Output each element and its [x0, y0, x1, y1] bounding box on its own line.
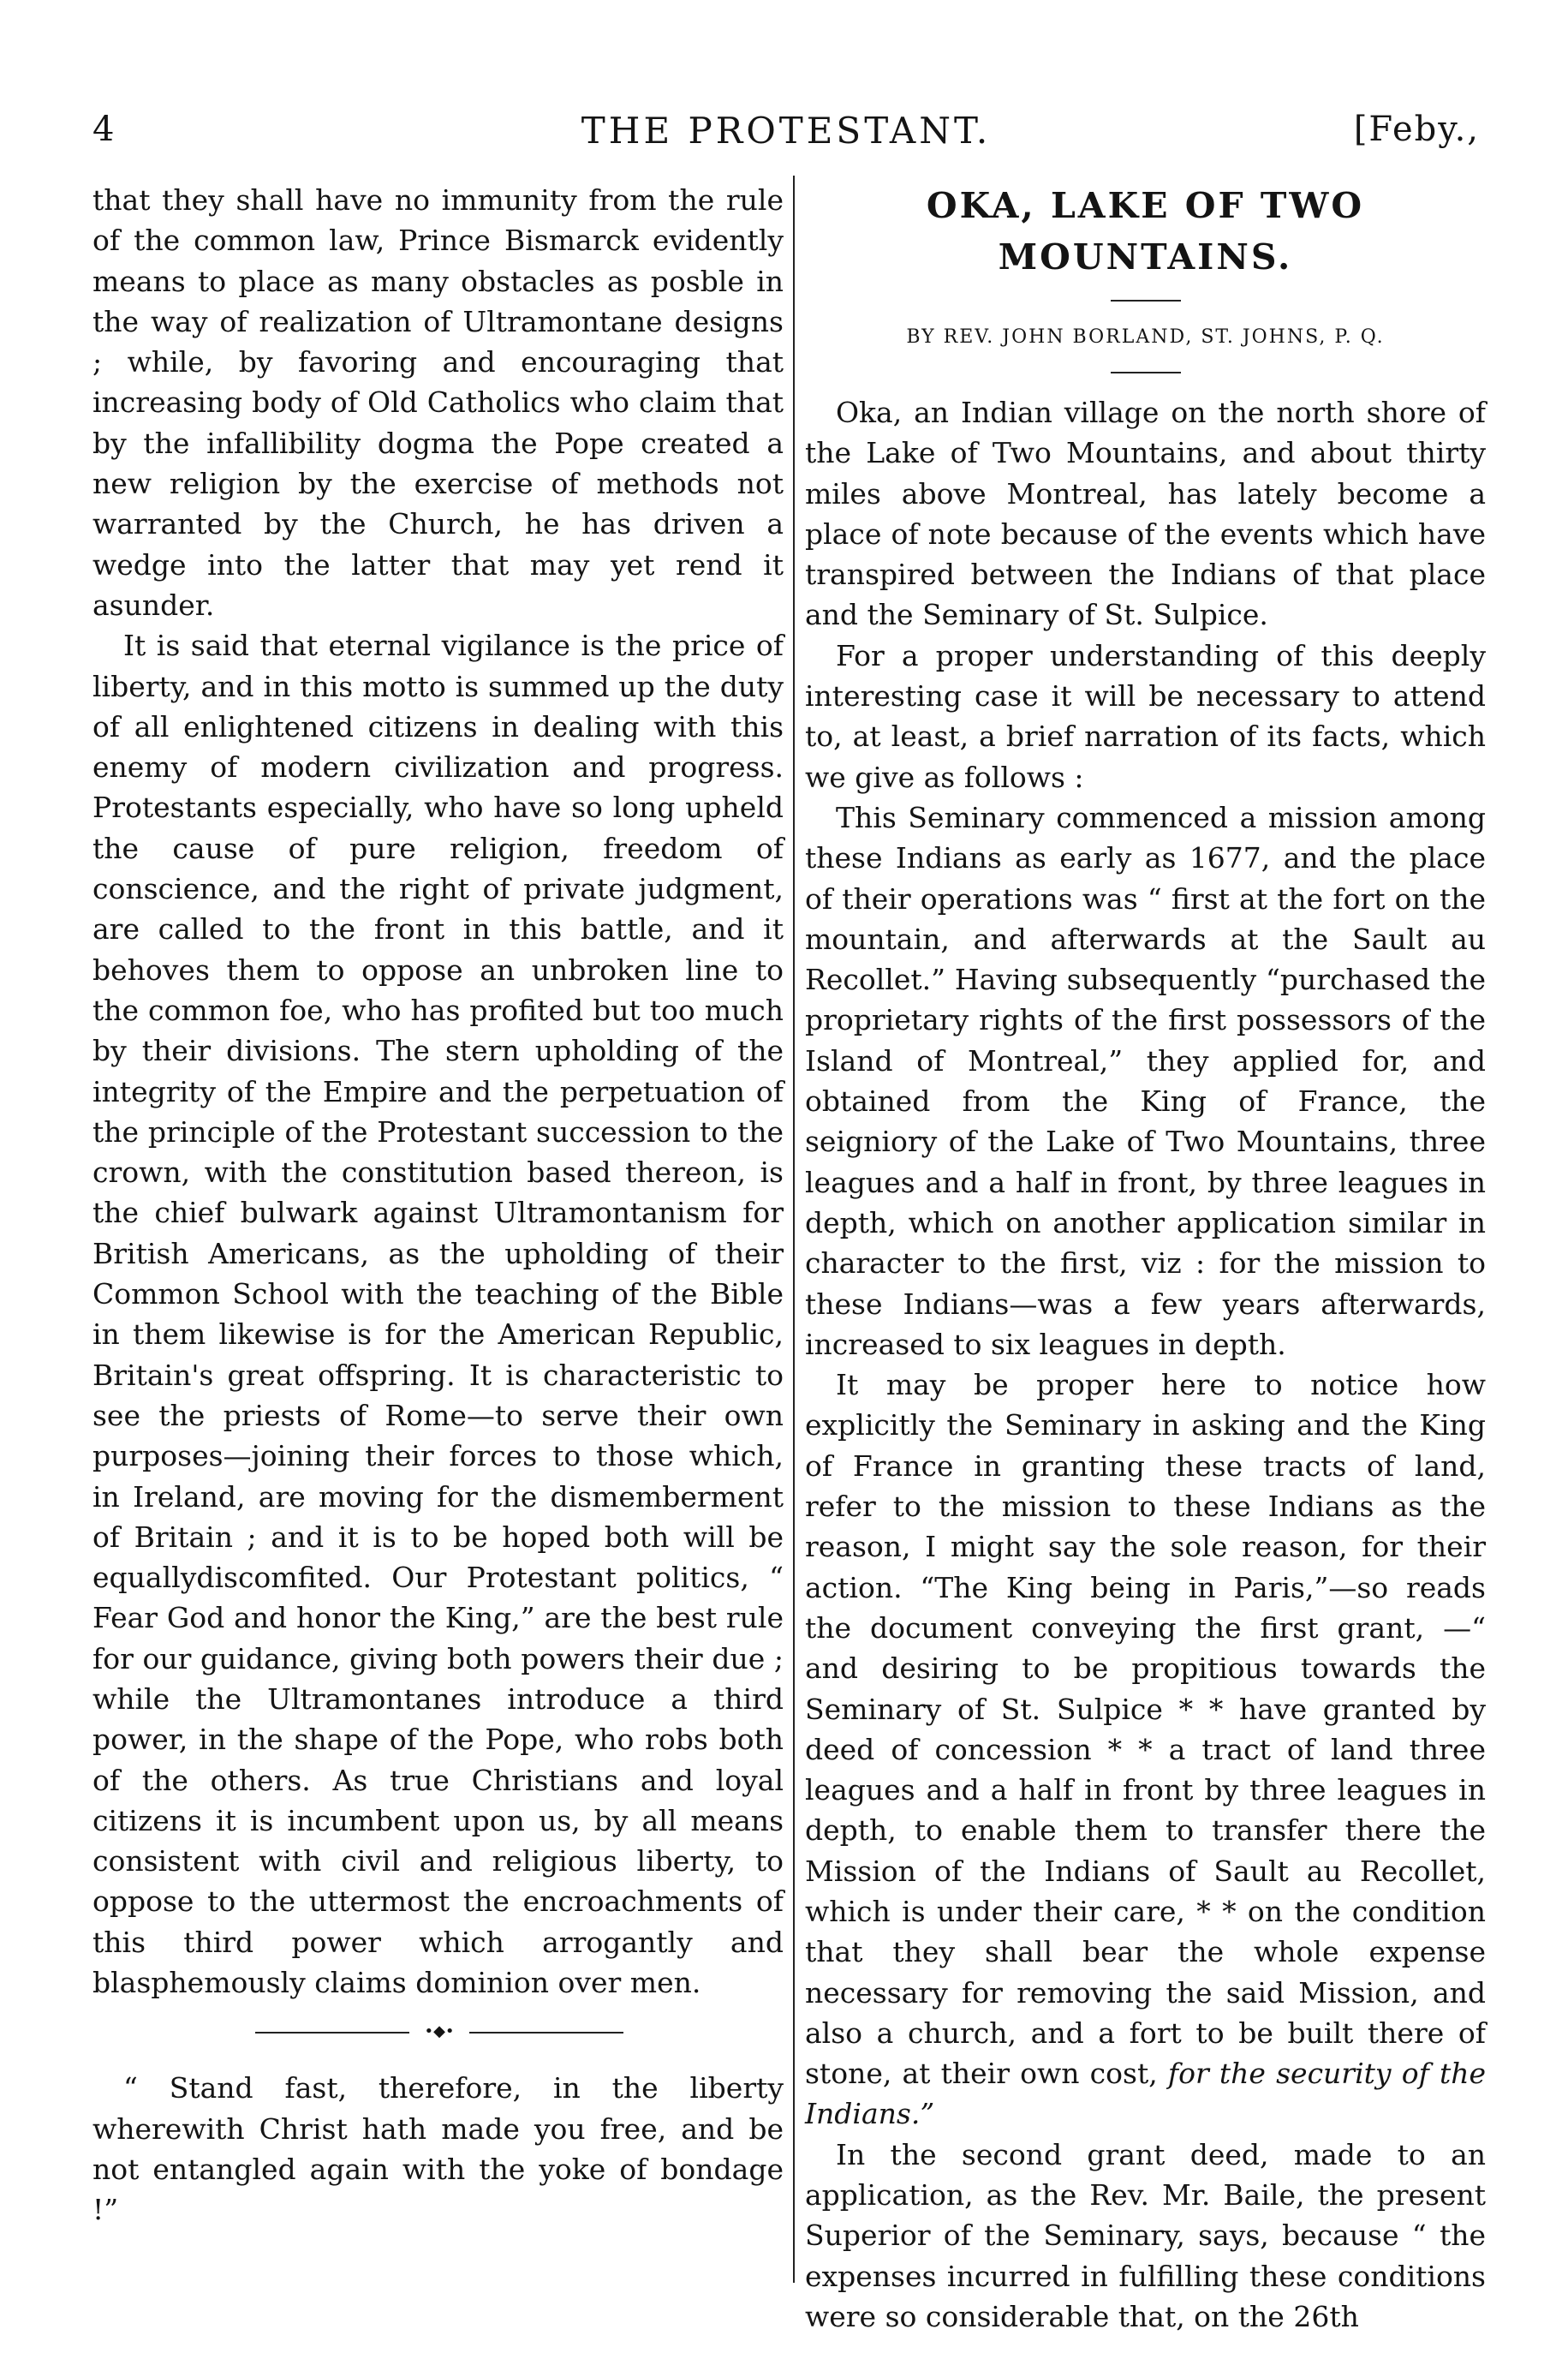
ornament-rule-right	[469, 2032, 623, 2033]
running-title: THE PROTESTANT.	[581, 110, 992, 152]
right-column	[805, 180, 1486, 2337]
paragraph	[805, 1365, 1486, 2135]
epigraph-quote: “ Stand fast, therefore, in the liberty wherewith Christ hath made you free, and be not entangled again with the yoke of bondage !”	[92, 2071, 784, 2227]
section-ornament	[92, 2003, 784, 2063]
ornament-glyph: •◆•	[424, 2022, 455, 2041]
left-column	[92, 180, 784, 2231]
article-title: OKA, LAKE OF TWO MOUNTAINS.	[926, 185, 1365, 278]
paragraph: This Seminary commenced a mission among these Indians as early as 1677, and the place of their operations was “ first at the fort on the mountain, and afterwards at the Sault au Recollet.” Having subsequently “purchased the proprietary rights of the first possessors of the Island of Montreal,” they applied for, and obtained from the King of France, the seigniory of the Lake of Two Mountains, three leagues and a half in front, by three leagues in depth, which on another application similar in character to the first, viz : for the mission to these Indians—was a few years afterwards, increased to six leagues in depth.	[805, 800, 1486, 1361]
column-divider	[793, 176, 795, 2283]
ornament-rule-left	[255, 2032, 409, 2033]
page-header	[92, 110, 1480, 161]
paragraph-text: It may be proper here to notice how explicitly the Seminary in asking and the King of France in granting these tracts of land, refer to the mission to these Indians as the reason, I might say the sole reason, for their action. “The King being in Paris,”—so reads the document conveying the first grant, —“ and desiring to be propitious towards the Seminary of St. Sulpice * * have granted by deed of concession * * a tract of land three leagues and a half in front by three leagues in depth, to enable them to transfer there the Mission of the Indians of Sault au Recollet, which is under their care, * * on the condition that they shall bear the whole expense necessary for removing the said Mission, and also a church, and a fort to be built there of stone, at their own cost,	[805, 1368, 1486, 2091]
italic-phrase: for the security of the Indians.”	[805, 2057, 1486, 2131]
paragraph: It is said that eternal vigilance is the price of liberty, and in this motto is summed up the duty of all enlightened citizens in dealing with this enemy of modern civilization and progress. Protestants especially, who have so long upheld the cause of pure religion, freedom of conscience, and the right of private judgment, are called to the front in this battle, and it behoves them to oppose an unbroken line to the common foe, who has profited but too much by their divisions. The stern upholding of the integrity of the Empire and the perpetuation of the principle of the Protestant succession to the crown, with the constitution based thereon, is the chief bulwark against Ultramontanism for British Americans, as the upholding of their Common School with the teaching of the Bible in them likewise is for the American Republic, Britain's great offspring. It is characteristic to see the priests of Rome—to serve their own purposes—joining their forces to those which, in Ireland, are moving for the dismemberment of Britain ; and it is to be hoped both will be equallydiscomfited. Our Protestant politics, “ Fear God and honor the King,” are the best rule for our guidance, giving both powers their due ; while the Ultramontanes introduce a third power, in the shape of the Pope, who robs both of the others. As true Christians and loyal citizens it is incumbent upon us, by all means consistent with civil and religious liberty, to oppose to the uttermost the encroachments of this third power which arrogantly and blasphemously claims dominion over men.	[92, 629, 784, 2000]
paragraph: that they shall have no immunity from the rule of the common law, Prince Bismarck evidently means to place as many obstacles as posble in the way of realization of Ultramontane designs ; while, by favoring and encouraging that increasing body of Old Catholics who claim that by the infallibility dogma the Pope created a new religion by the exercise of methods not warranted by the Church, he has driven a wedge into the latter that may yet rend it asunder.	[92, 183, 784, 622]
paragraph: In the second grant deed, made to an application, as the Rev. Mr. Baile, the present Superior of the Seminary, says, because “ the expenses incurred in fulfilling these conditions were so considerable that, on the 26th	[805, 2137, 1486, 2333]
paragraph: Oka, an Indian village on the north shore of the Lake of Two Mountains, and about thirty miles above Montreal, has lately become a place of note because of the events which have transpired between the Indians of that place and the Seminary of St. Sulpice.	[805, 396, 1486, 632]
paragraph: For a proper understanding of this deeply interesting case it will be necessary to attend to, at least, a brief narration of its facts, which we give as follows :	[805, 638, 1486, 794]
page-number: 4	[92, 110, 115, 149]
article-byline: BY REV. JOHN BORLAND, ST. JOHNS, P. Q.	[906, 326, 1385, 348]
title-rule	[1111, 300, 1181, 302]
header-date: [Feby.,	[1353, 110, 1480, 149]
byline-rule	[1111, 372, 1181, 373]
